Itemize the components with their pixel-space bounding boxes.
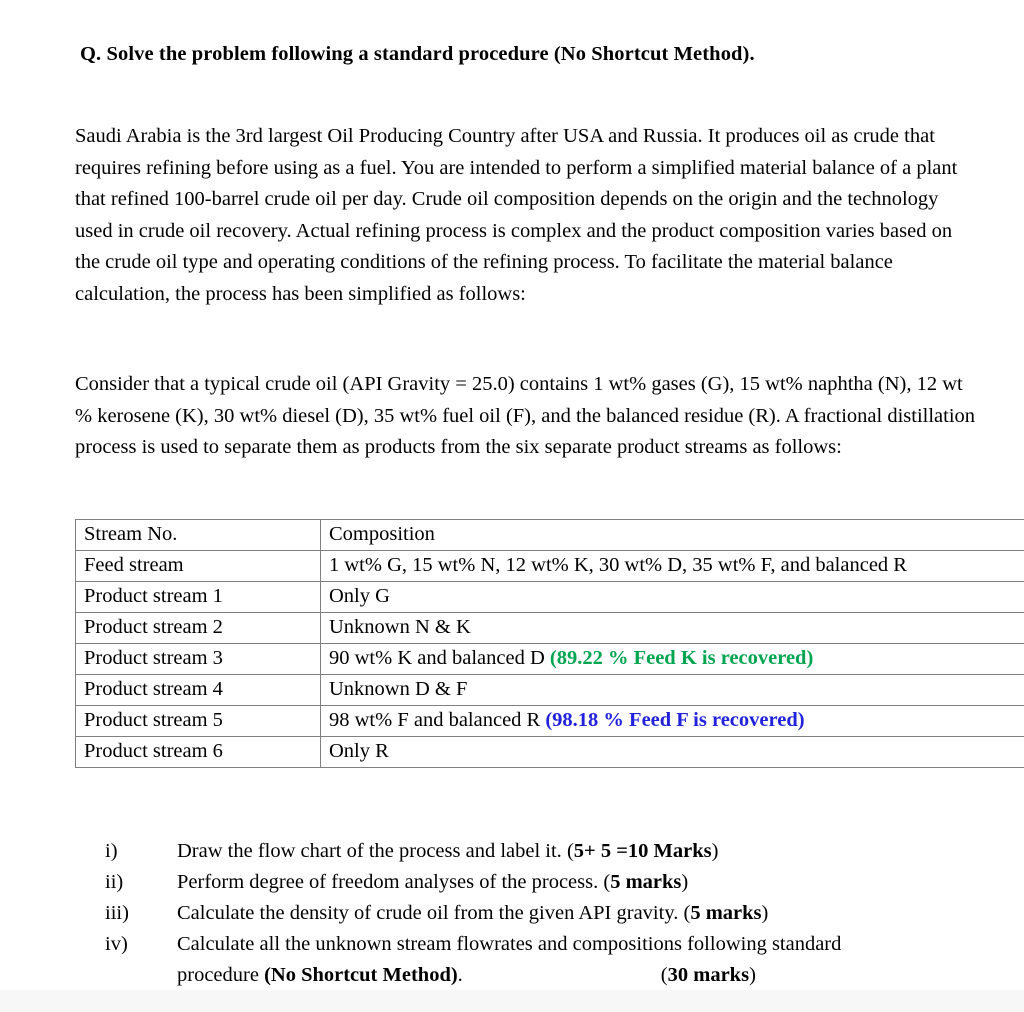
task-body: Draw the flow chart of the process and label it. — [177, 840, 567, 862]
task-marks-value: 5+ 5 =10 Marks — [573, 840, 712, 862]
task-marks-value: 30 marks — [667, 964, 750, 986]
task-number: i) — [105, 840, 118, 862]
task-list — [105, 836, 990, 991]
task-line2-tail: . — [457, 964, 463, 986]
cell-composition — [321, 737, 1024, 768]
task-line2-plain: procedure — [177, 964, 265, 986]
composition-paragraph — [75, 369, 981, 464]
composition-text: 98 wt% F and balanced R — [329, 708, 546, 731]
cell-stream-name: Product stream 2 — [76, 613, 321, 644]
table-row — [76, 582, 1024, 613]
task-text — [177, 898, 990, 929]
task-marks-open: ( — [603, 871, 611, 893]
task-marks-close: ) — [681, 871, 689, 893]
task-body: Calculate the density of crude oil from the given API gravity. — [177, 902, 684, 924]
composition-text: Unknown N & K — [329, 615, 471, 638]
task-item-iv — [105, 929, 990, 991]
cell-composition — [321, 551, 1024, 582]
task-body-line2 — [177, 960, 990, 991]
cell-stream-name: Product stream 4 — [76, 675, 321, 706]
task-line2-emphasis: (No Shortcut Method) — [264, 964, 458, 986]
task-item-i — [105, 836, 990, 867]
table-row — [76, 551, 1024, 582]
composition-text: Only G — [329, 584, 390, 607]
intro-paragraph — [75, 121, 981, 310]
stream-composition-table — [75, 519, 1024, 768]
cell-composition — [321, 582, 1024, 613]
table-row — [76, 644, 1024, 675]
cell-composition — [321, 613, 1024, 644]
cell-composition — [321, 644, 1024, 675]
task-body: Perform degree of freedom analyses of the process. — [177, 871, 604, 893]
table-row — [76, 737, 1024, 768]
task-item-ii — [105, 867, 990, 898]
cell-composition — [321, 706, 1024, 737]
task-marks-group — [661, 960, 756, 991]
cell-stream-name: Product stream 3 — [76, 644, 321, 675]
task-number: iv) — [105, 933, 128, 955]
table-header-composition: Composition — [321, 520, 1024, 551]
task-marks-open: ( — [566, 840, 574, 862]
table-header-row — [76, 520, 1024, 551]
cell-composition — [321, 675, 1024, 706]
composition-text: 1 wt% G, 15 wt% N, 12 wt% K, 30 wt% D, 35 wt% F, and balanced R — [329, 553, 907, 576]
recovery-note-kerosene: (89.22 % Feed K is recovered) — [549, 646, 814, 669]
cell-stream-name: Feed stream — [76, 551, 321, 582]
task-marks-close: ) — [749, 964, 756, 986]
page-title: Q. Solve the problem following a standard procedure (No Shortcut Method). — [80, 43, 755, 65]
composition-paragraph-text: Consider that a typical crude oil (API Gravity = 25.0) contains 1 wt% gases (G), 15 wt% naphtha (N), 12 wt % kerosene (K), 30 wt% diesel (D), 35 wt% fuel oil (F), and the balanced residue (R). A fractional distillation process is used to separate them as products from the six separate product streams as follows: — [75, 373, 976, 458]
task-marks-close: ) — [761, 902, 769, 924]
cell-stream-name: Product stream 6 — [76, 737, 321, 768]
task-marks-value: 5 marks — [610, 871, 682, 893]
task-text — [177, 836, 990, 867]
cell-stream-name: Product stream 5 — [76, 706, 321, 737]
task-body-line1: Calculate all the unknown stream flowrates and compositions following standard — [177, 933, 842, 955]
table-row — [76, 675, 1024, 706]
intro-paragraph-text: Saudi Arabia is the 3rd largest Oil Producing Country after USA and Russia. It produces oil as crude that requires refining before using as a fuel. You are intended to perform a simplified material balance of a plant that refined 100-barrel crude oil per day. Crude oil composition depends on the origin and the technology used in crude oil recovery. Actual refining process is complex and the product composition varies based on the crude oil type and operating conditions of the refining process. To facilitate the material balance calculation, the process has been simplified as follows: — [75, 125, 958, 305]
cell-stream-name: Product stream 1 — [76, 582, 321, 613]
task-number: iii) — [105, 902, 129, 924]
table-header-stream: Stream No. — [76, 520, 321, 551]
task-text — [177, 867, 990, 898]
page-bottom-band — [0, 990, 1024, 1012]
task-marks-close: ) — [711, 840, 719, 862]
composition-text: Only R — [329, 739, 389, 762]
table-row — [76, 613, 1024, 644]
task-number: ii) — [105, 871, 124, 893]
task-marks-open: ( — [683, 902, 691, 924]
task-marks-open: ( — [660, 964, 668, 986]
composition-text: 90 wt% K and balanced D — [329, 646, 550, 669]
composition-text: Unknown D & F — [329, 677, 468, 700]
task-marks-value: 5 marks — [690, 902, 762, 924]
table-row — [76, 706, 1024, 737]
task-item-iii — [105, 898, 990, 929]
task-text — [177, 929, 990, 991]
recovery-note-fueloil: (98.18 % Feed F is recovered) — [545, 708, 805, 731]
